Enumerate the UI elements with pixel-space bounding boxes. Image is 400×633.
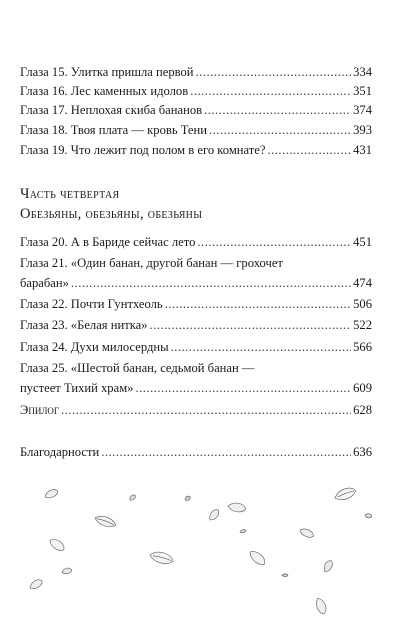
petal-icon bbox=[240, 529, 247, 533]
entry-page: 506 bbox=[353, 297, 372, 311]
entry-page: 636 bbox=[353, 445, 372, 459]
entry-page: 351 bbox=[353, 84, 372, 98]
toc-entry-ch21-line1[interactable]: Глаза 21. «Один банан, другой банан — грохочет bbox=[20, 256, 283, 270]
entry-title: Глаза 23. «Белая нитка» bbox=[20, 318, 148, 332]
entry-page: 431 bbox=[353, 143, 372, 157]
entry-page: 393 bbox=[353, 123, 372, 137]
dot-leader bbox=[267, 142, 351, 158]
toc-entry-ch19[interactable] bbox=[20, 142, 372, 158]
toc-entry-ch24[interactable] bbox=[20, 339, 372, 355]
dot-leader bbox=[165, 296, 351, 312]
petal-icon bbox=[314, 596, 328, 615]
toc-entry-ch23[interactable] bbox=[20, 317, 372, 333]
dot-leader bbox=[196, 64, 352, 80]
part-heading-line2: Обезьяны, обезьяны, обезьяны bbox=[20, 206, 203, 222]
toc-entry-ch16[interactable] bbox=[20, 83, 372, 99]
toc-entry-ch17[interactable] bbox=[20, 102, 372, 118]
toc-entry-ch18[interactable] bbox=[20, 122, 372, 138]
entry-page: 566 bbox=[353, 340, 372, 354]
entry-title-cont: пустеет Тихий храм» bbox=[20, 381, 134, 395]
dot-leader bbox=[197, 234, 351, 250]
petal-icon bbox=[43, 488, 59, 500]
petal-icon bbox=[282, 574, 288, 578]
petal-icon bbox=[207, 508, 221, 523]
entry-page: 374 bbox=[353, 103, 372, 117]
toc-entry-ch20[interactable] bbox=[20, 234, 372, 250]
entry-page: 628 bbox=[353, 403, 372, 417]
dot-leader bbox=[150, 317, 352, 333]
dot-leader bbox=[71, 275, 351, 291]
petal-icon bbox=[28, 578, 44, 591]
petal-icon bbox=[333, 486, 357, 503]
entry-page: 474 bbox=[353, 276, 372, 290]
petal-icon bbox=[299, 527, 316, 540]
part-heading-line1: Часть четвертая bbox=[20, 186, 120, 202]
toc-entry-ch25-line1[interactable]: Глаза 25. «Шестой банан, седьмой банан — bbox=[20, 361, 255, 375]
petal-icon bbox=[149, 550, 175, 566]
entry-page: 451 bbox=[353, 235, 372, 249]
petal-icon bbox=[247, 548, 267, 567]
toc-entry-ch22[interactable] bbox=[20, 296, 372, 312]
entry-page: 522 bbox=[353, 318, 372, 332]
entry-title: Эпилог bbox=[20, 403, 60, 417]
petal-icon bbox=[61, 567, 72, 574]
dot-leader bbox=[171, 339, 352, 355]
dot-leader bbox=[209, 122, 351, 138]
entry-title-cont: барабан» bbox=[20, 276, 69, 290]
petal-icon bbox=[184, 495, 191, 502]
petal-icon bbox=[227, 502, 246, 514]
dot-leader bbox=[204, 102, 351, 118]
dot-leader bbox=[190, 83, 351, 99]
entry-title: Глаза 19. Что лежит под полом в его комнате? bbox=[20, 143, 266, 157]
entry-page: 609 bbox=[353, 381, 372, 395]
entry-title: Глаза 20. А в Бариде сейчас лето bbox=[20, 235, 196, 249]
petal-icon bbox=[48, 536, 67, 553]
entry-page: 334 bbox=[353, 65, 372, 79]
entry-title: Благодарности bbox=[20, 445, 100, 459]
petal-icon bbox=[365, 513, 373, 519]
petal-icon bbox=[94, 513, 118, 529]
entry-title: Глаза 16. Лес каменных идолов bbox=[20, 84, 189, 98]
petal-icon bbox=[322, 559, 335, 574]
petal-icon bbox=[129, 494, 137, 502]
petals-illustration bbox=[0, 380, 400, 633]
entry-title: Глаза 22. Почти Гунтхеоль bbox=[20, 297, 163, 311]
entry-title: Глаза 24. Духи милосердны bbox=[20, 340, 169, 354]
entry-title: Глаза 18. Твоя плата — кровь Тени bbox=[20, 123, 207, 137]
toc-entry-ch15[interactable] bbox=[20, 64, 372, 80]
entry-title: Глаза 15. Улитка пришла первой bbox=[20, 65, 194, 79]
entry-title: Глаза 17. Неплохая скиба бананов bbox=[20, 103, 203, 117]
toc-entry-ch21[interactable] bbox=[20, 275, 372, 291]
